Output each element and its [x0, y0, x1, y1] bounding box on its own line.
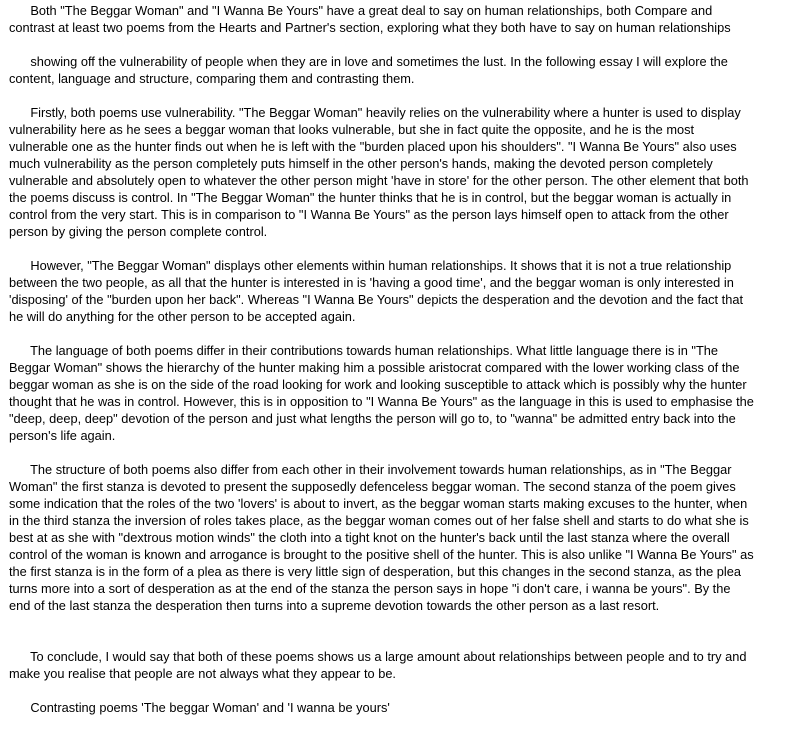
- text-line: person by giving the person complete control.: [9, 224, 268, 239]
- text-line: turns more into a sort of desperation as at the end of the stanza the person says in hope "i don't care, i wanna be yours". By the: [9, 581, 731, 596]
- text-line: in the third stanza the inversion of roles takes place, as the beggar woman comes out of her false shell and starts to do what she is: [9, 513, 749, 528]
- text-line: Woman" the first stanza is devoted to present the supposedly defenceless beggar woman. The second stanza of the poem gives: [9, 479, 736, 494]
- text-line: showing off the vulnerability of people when they are in love and sometimes the lust. In the following essay I will explore the: [9, 54, 728, 69]
- text-line: content, language and structure, comparing them and contrasting them.: [9, 71, 415, 86]
- paragraph-introduction-continued: [9, 53, 728, 87]
- text-line: the first stanza is in the form of a plea as there is very little sign of desperation, but this changes in the second stanza, as the plea: [9, 564, 741, 579]
- paragraph-introduction: [9, 2, 731, 36]
- text-line: vulnerable one as the hunter finds out when he is left with the "burden placed upon his shoulders". "I Wanna Be Yours" also uses: [9, 139, 737, 154]
- paragraph-language: [9, 342, 754, 444]
- text-line: control of the woman is known and arrogance is brought to the positive shell of the hunter. This is also unlike "I Wanna Be Yours" as: [9, 547, 754, 562]
- text-line: Both "The Beggar Woman" and "I Wanna Be Yours" have a great deal to say on human relationships, both Compare and: [9, 3, 713, 18]
- text-line: control from the very start. This is in comparison to "I Wanna Be Yours" as the person lays himself open to attack from the other: [9, 207, 729, 222]
- text-line: The structure of both poems also differ from each other in their involvement towards human relationships, as in "The Beggar: [9, 462, 732, 477]
- text-line: he will do anything for the other person to be accepted again.: [9, 309, 356, 324]
- text-line: To conclude, I would say that both of these poems shows us a large amount about relationships between people and to try and: [9, 649, 747, 664]
- text-line: vulnerable and absolutely open to whatever the other person might 'have in store' for the other person. The other element that both: [9, 173, 749, 188]
- text-line: some indication that the roles of the two 'lovers' is about to invert, as the beggar woman starts making excuses to the hunter, when: [9, 496, 748, 511]
- text-line: contrast at least two poems from the Hearts and Partner's section, exploring what they both have to say on human relationships: [9, 20, 731, 35]
- text-line: Contrasting poems 'The beggar Woman' and 'I wanna be yours': [9, 700, 390, 715]
- text-line: much vulnerability as the person completely puts himself in the other person's hands, making the devoted person completely: [9, 156, 713, 171]
- text-line: thought that he was in control. However, this is in opposition to "I Wanna Be Yours" as the language in this is used to emphasise the: [9, 394, 754, 409]
- text-line: between the two people, as all that the hunter is interested in is 'having a good time', and the beggar woman is only interested in: [9, 275, 734, 290]
- text-line: vulnerability here as he sees a beggar woman that looks vulnerable, but she in fact quite the opposite, and he is the most: [9, 122, 695, 137]
- text-line: 'disposing' of the "burden upon her back". Whereas "I Wanna Be Yours" depicts the desperation and the devotion and the fact that: [9, 292, 744, 307]
- paragraph-relationships: [9, 257, 743, 325]
- text-line: However, "The Beggar Woman" displays other elements within human relationships. It shows that it is not a true relationship: [9, 258, 732, 273]
- text-line: The language of both poems differ in their contributions towards human relationships. What little language there is in "The: [9, 343, 719, 358]
- text-line: person's life again.: [9, 428, 116, 443]
- text-line: beggar woman as she is on the side of the road looking for work and looking susceptible to attack which is possibly why the hunter: [9, 377, 747, 392]
- text-line: Beggar Woman" shows the hierarchy of the hunter making him a possible aristocrat compared with the lower working class of the: [9, 360, 740, 375]
- text-line: Firstly, both poems use vulnerability. "The Beggar Woman" heavily relies on the vulnerability where a hunter is used to display: [9, 105, 741, 120]
- text-line: the poems discuss is control. In "The Beggar Woman" the hunter thinks that he is in control, but the beggar woman is actually in: [9, 190, 732, 205]
- paragraph-vulnerability: [9, 104, 749, 240]
- text-line: end of the last stanza the desperation then turns into a supreme devotion towards the other person as a last resort.: [9, 598, 660, 613]
- text-line: best at as she with "dextrous motion winds" the cloth into a tight knot on the hunter's back until the last stanza where the overall: [9, 530, 730, 545]
- text-line: make you realise that people are not always what they appear to be.: [9, 666, 396, 681]
- paragraph-structure: [9, 461, 754, 614]
- paragraph-title-footer: [9, 699, 390, 716]
- paragraph-conclusion: [9, 648, 746, 682]
- text-line: "deep, deep, deep" devotion of the person and just what lengths the person will go to, to "wanna" be admitted entry back into the: [9, 411, 736, 426]
